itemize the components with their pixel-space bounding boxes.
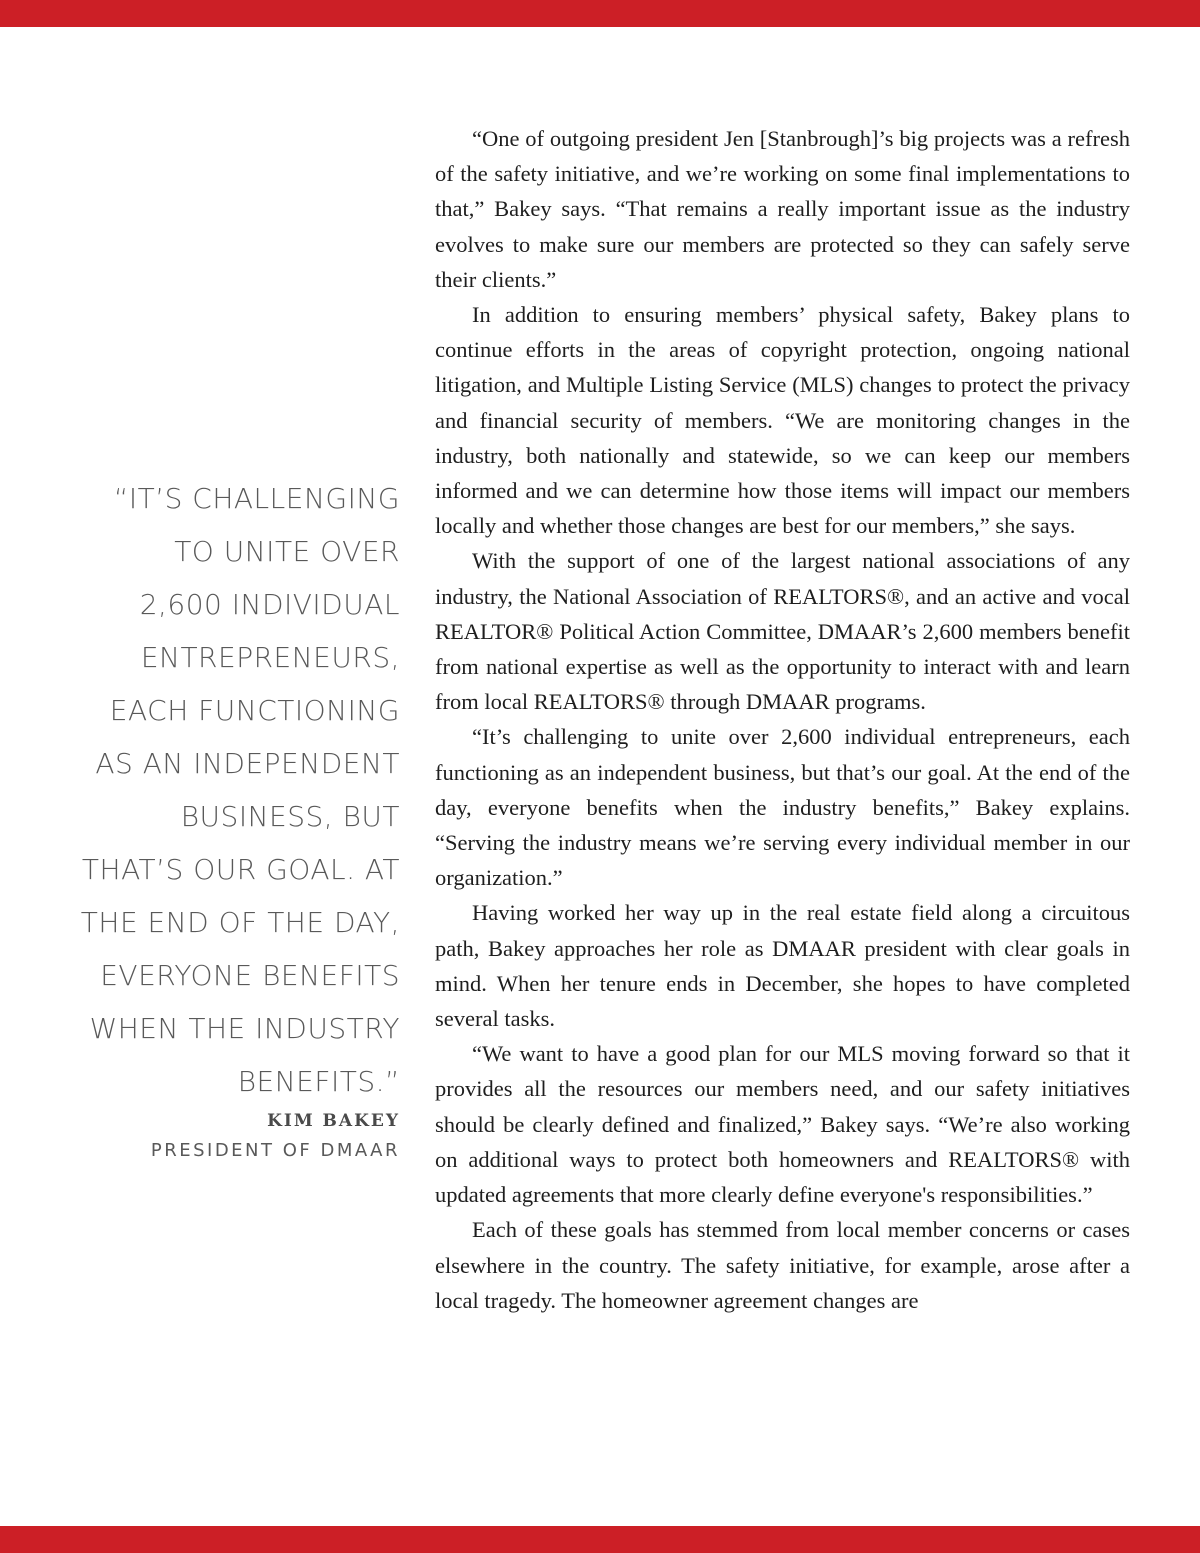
article-paragraph: “We want to have a good plan for our MLS moving forward so that it provides all the resources our members need, and our safety initiatives should be clearly defined and finalized,” Bakey says. “We’re also working on additional ways to protect both homeowners and REALTORS® with updated agreements that more clearly define everyone's responsibilities.” (435, 1041, 1130, 1208)
attribution-title: PRESIDENT OF DMAAR (150, 1140, 400, 1161)
pull-quote (40, 472, 400, 1168)
article-paragraph: With the support of one of the largest national associations of any industry, the National Association of REALTORS®, and an active and vocal REALTOR® Political Action Committee, DMAAR’s 2,600 members benefit from national expertise as well as the opportunity to interact with and learn from local REALTORS® through DMAAR programs. (435, 548, 1130, 715)
pull-quote-line: TO UNITE OVER (174, 535, 400, 568)
pull-quote-line: EVERYONE BENEFITS (100, 959, 400, 992)
pull-quote-line: THE END OF THE DAY, (80, 906, 400, 939)
pull-quote-line: BENEFITS.” (237, 1065, 400, 1098)
pull-quote-line: AS AN INDEPENDENT (95, 747, 400, 780)
pull-quote-line: EACH FUNCTIONING (109, 694, 400, 727)
bottom-red-band (0, 1526, 1200, 1553)
pull-quote-line: WHEN THE INDUSTRY (89, 1012, 400, 1045)
pull-quote-line: 2,600 INDIVIDUAL (139, 588, 400, 621)
article-body (435, 121, 1130, 1318)
pull-quote-line: THAT’S OUR GOAL. AT (81, 853, 400, 886)
pull-quote-line: “IT’S CHALLENGING (113, 482, 400, 515)
article-paragraph: “It’s challenging to unite over 2,600 individual entrepreneurs, each functioning as an independent business, but that’s our goal. At the end of the day, everyone benefits when the industry benefits,” Bakey explains. “Serving the industry means we’re serving every individual member in our organization.” (435, 724, 1130, 891)
article-paragraph: In addition to ensuring members’ physical safety, Bakey plans to continue efforts in the areas of copyright protection, ongoing national litigation, and Multiple Listing Service (MLS) changes to protect the privacy and financial security of members. “We are monitoring changes in the industry, both nationally and statewide, so we can keep our members informed and we can determine how those items will impact our members locally and whether those changes are best for our members,” she says. (435, 302, 1130, 539)
pull-quote-line: BUSINESS, BUT (180, 800, 400, 833)
article-paragraph: “One of outgoing president Jen [Stanbrough]’s big projects was a refresh of the safety initiative, and we’re working on some final implementations to that,” Bakey says. “That remains a really important issue as the industry evolves to make sure our members are protected so they can safely serve their clients.” (435, 126, 1130, 292)
article-paragraph: Each of these goals has stemmed from local member concerns or cases elsewhere in the country. The safety initiative, for example, arose after a local tragedy. The homeowner agreement changes are (435, 1217, 1130, 1313)
attribution-name: KIM BAKEY (267, 1111, 400, 1131)
pull-quote-line: ENTREPRENEURS, (140, 641, 400, 674)
top-red-band (0, 0, 1200, 27)
article-paragraph: Having worked her way up in the real estate field along a circuitous path, Bakey approaches her role as DMAAR president with clear goals in mind. When her tenure ends in December, she hopes to have completed several tasks. (435, 900, 1130, 1032)
